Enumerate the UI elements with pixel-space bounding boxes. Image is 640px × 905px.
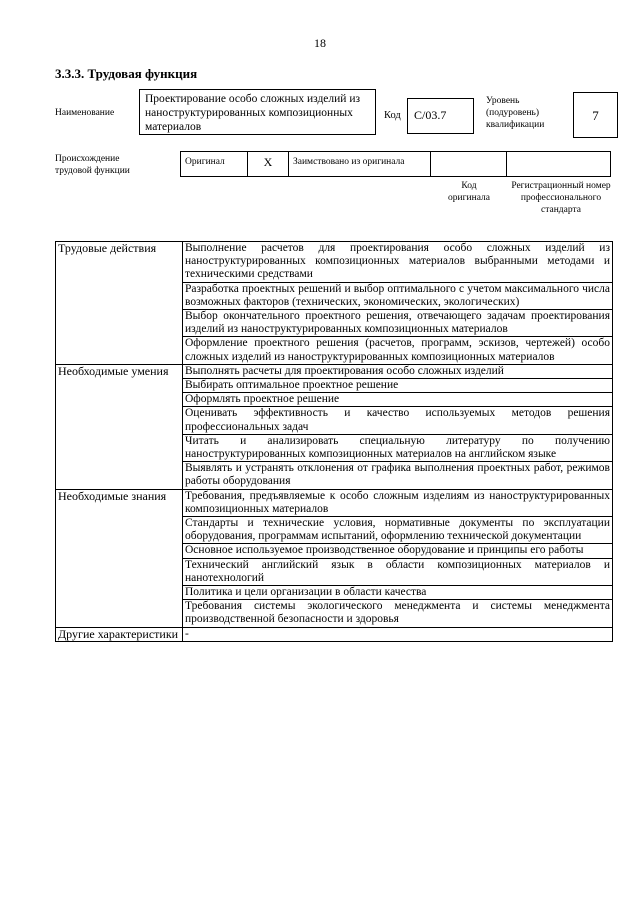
table-row: [56, 242, 613, 283]
section-item: Оформлять проектное решение: [183, 393, 613, 407]
section-category: Трудовые действия: [56, 242, 183, 365]
section-item: -: [183, 627, 613, 641]
section-item: Политика и цели организации в области качества: [183, 586, 613, 600]
section-item: Основное используемое производственное оборудование и принципы его работы: [183, 544, 613, 558]
section-item: Оформление проектного решения (расчетов, программ, эскизов, чертежей) особо сложных изделий из наноструктурированных композиционных материалов: [183, 337, 613, 364]
table-row: [56, 489, 613, 516]
name-label: Наименование: [55, 108, 115, 118]
section-title: 3.3.3. Трудовая функция: [55, 66, 198, 81]
origin-code-cell: [431, 152, 507, 176]
table-row: [56, 627, 613, 641]
section-item: Оценивать эффективность и качество используемых методов решения профессиональных задач: [183, 407, 613, 434]
section-item: Выполнение расчетов для проектирования особо сложных изделий из наноструктурированных композиционных материалов выбранными методами и техническими средствами: [183, 242, 613, 283]
origin-original: Оригинал: [181, 152, 248, 176]
section-category: Необходимые умения: [56, 364, 183, 489]
origin-reg-cell: [507, 152, 610, 176]
section-item: Технический английский язык в области композиционных материалов и нанотехнологий: [183, 558, 613, 585]
origin-code-caption: Код оригинала: [448, 181, 490, 203]
function-name-box: Проектирование особо сложных изделий из наноструктурированных композиционных материалов: [139, 89, 376, 135]
section-item: Выбирать оптимальное проектное решение: [183, 379, 613, 393]
page-number: 18: [314, 36, 326, 50]
section-item: Читать и анализировать специальную литературу по получению наноструктурированных композиционных материалов на английском языке: [183, 434, 613, 461]
level-label: Уровень (подуровень) квалификации: [486, 96, 545, 130]
section-category: Другие характеристики: [56, 627, 183, 641]
section-category: Необходимые знания: [56, 489, 183, 627]
section-item: Выявлять и устранять отклонения от графика выполнения проектных работ, режимов работы оборудования: [183, 462, 613, 489]
origin-reg-caption: Регистрационный номер профессионального стандарта: [511, 181, 611, 215]
section-item: Требования, предъявляемые к особо сложным изделиям из наноструктурированных композиционных материалов: [183, 489, 613, 516]
table-row: [56, 364, 613, 378]
section-item: Стандарты и технические условия, нормативные документы по эксплуатации оборудования, программам испытаний, оформлению технической документации: [183, 517, 613, 544]
section-item: Выполнять расчеты для проектирования особо сложных изделий: [183, 364, 613, 378]
qualification-level-box: 7: [573, 92, 618, 138]
section-item: Разработка проектных решений и выбор оптимального с учетом максимального числа возможных факторов (технических, экономических, экологических): [183, 282, 613, 309]
code-label: Код: [384, 110, 401, 121]
section-item: Требования системы экологического менеджмента и системы менеджмента производственной безопасности и здоровья: [183, 600, 613, 627]
origin-row: [180, 151, 611, 177]
function-code-box: C/03.7: [407, 98, 474, 134]
section-item: Выбор окончательного проектного решения, отвечающего задачам проектирования изделий из наноструктурированных композиционных материалов: [183, 310, 613, 337]
origin-label: Происхождение трудовой функции: [55, 154, 130, 176]
labor-function-table: [55, 241, 613, 642]
origin-mark: X: [248, 152, 289, 176]
origin-borrowed: Заимствовано из оригинала: [289, 152, 431, 176]
